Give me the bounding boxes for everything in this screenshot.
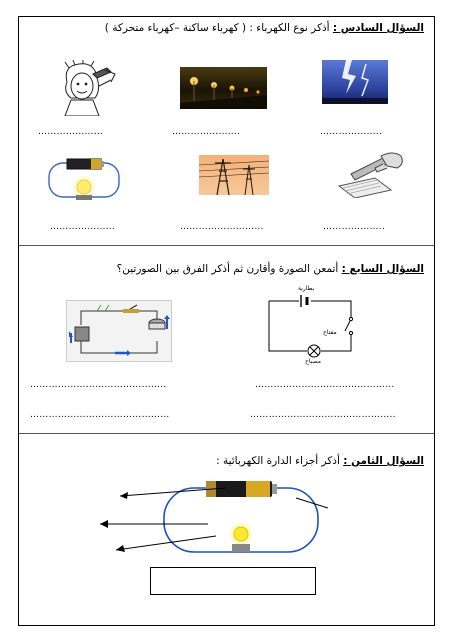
q6-answer-line-3[interactable]: ……………….. [320, 127, 383, 137]
q6-text: أذكر نوع الكهرباء : ( كهرباء ساكنة –كهرباء متحركة ) [104, 22, 330, 34]
q6-answer-line-1[interactable]: ………………… [38, 127, 104, 137]
q7-label: السؤال السابع : [341, 263, 424, 275]
q6-label: السؤال السادس : [332, 22, 424, 34]
divider-1 [19, 245, 434, 246]
q7-answer-line-1[interactable]: …………………………………….. [30, 380, 167, 390]
battery-bulb-image [47, 155, 121, 202]
q6-answer-line-6[interactable]: ……………….. [323, 222, 386, 232]
schematic-circuit [265, 285, 365, 365]
q7-answer-line-4[interactable]: ……………………………………….. [250, 410, 396, 420]
girl-comb-image [45, 60, 123, 116]
q7-answer-line-2[interactable]: ……………………………………… [255, 380, 395, 390]
circuit-parts-diagram [96, 474, 328, 560]
lightning-image [322, 60, 388, 104]
switch-label: مفتاح [323, 329, 337, 336]
battery-label: بطارية [298, 285, 315, 292]
q7-text: أتمعن الصورة وأقارن ثم أذكر الفرق بين الصورتين؟ [116, 263, 339, 275]
divider-2 [19, 433, 434, 434]
q6-answer-line-5[interactable]: ……………………… [180, 222, 264, 232]
lamp-label: مصباح [305, 358, 321, 365]
power-lines-image [199, 155, 269, 195]
q6-heading [105, 22, 424, 34]
q8-heading [216, 455, 424, 467]
q7-heading [117, 263, 424, 275]
pictorial-circuit-image [66, 300, 172, 362]
hand-ruler-image [335, 150, 405, 198]
q8-label: السؤال الثامن : [343, 455, 424, 467]
q8-text: أذكر أجزاء الدارة الكهربائية : [216, 455, 340, 467]
q6-answer-line-4[interactable]: ………………… [50, 222, 116, 232]
street-lights-image [180, 67, 267, 109]
answer-box[interactable] [150, 567, 316, 595]
q6-answer-line-2[interactable]: …………………. [172, 127, 241, 137]
q7-answer-line-3[interactable]: ……………………………………… [30, 410, 170, 420]
